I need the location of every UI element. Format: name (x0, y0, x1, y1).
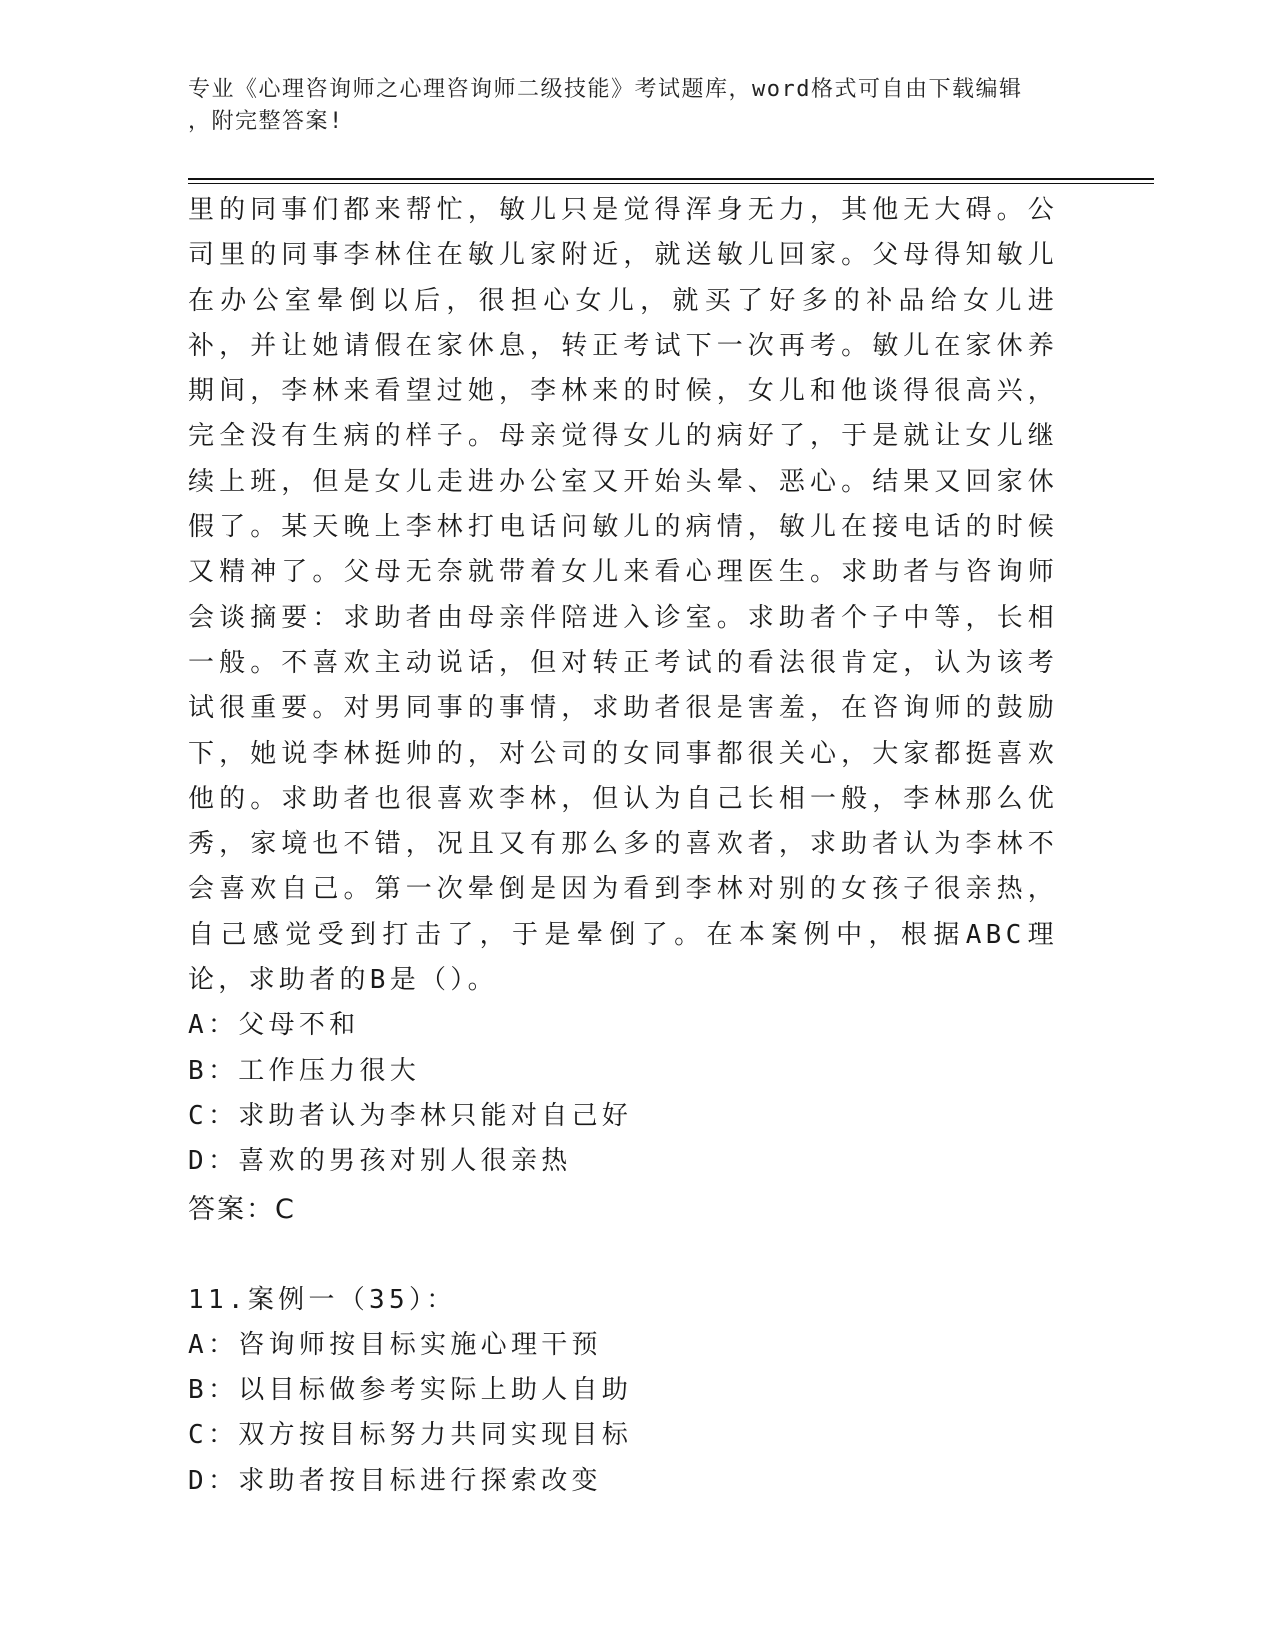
header-rule-thin (188, 183, 1154, 184)
question-11-option-d: D：求助者按目标进行探索改变 (188, 1465, 602, 1496)
question-10-option-b: B：工作压力很大 (188, 1055, 421, 1086)
question-11 (188, 1278, 1058, 1504)
question-11-option-c: C：双方按目标努力共同实现目标 (188, 1420, 633, 1451)
page-header (188, 74, 1068, 138)
question-10-option-a: A：父母不和 (188, 1010, 360, 1041)
header-line-2: ，附完整答案! (188, 109, 344, 134)
question-10-stem: 里的同事们都来帮忙，敏儿只是觉得浑身无力，其他无大碍。公司里的同事李林住在敏儿家附近，就送敏儿回家。父母得知敏儿在办公室晕倒以后，很担心女儿，就买了好多的补品给女儿进补，并让她请假在家休息，转正考试下一次再考。敏儿在家休养期间，李林来看望过她，李林来的时候，女儿和他谈得很高兴，完全没有生病的样子。母亲觉得女儿的病好了，于是就让女儿继续上班，但是女儿走进办公室又开始头晕、恶心。结果又回家休假了。某天晚上李林打电话问敏儿的病情，敏儿在接电话的时候又精神了。父母无奈就带着女儿来看心理医生。求助者与咨询师会谈摘要：求助者由母亲伴陪进入诊室。求助者个子中等，长相一般。不喜欢主动说话，但对转正考试的看法很肯定，认为该考试很重要。对男同事的事情，求助者很是害羞，在咨询师的鼓励下，她说李林挺帅的，对公司的女同事都很关心，大家都挺喜欢他的。求助者也很喜欢李林，但认为自己长相一般，李林那么优秀，家境也不错，况且又有那么多的喜欢者，求助者认为李林不会喜欢自己。第一次晕倒是因为看到李林对别的女孩子很亲热，自己感觉受到打击了，于是晕倒了。在本案例中，根据ABC理论，求助者的B是（）。 (188, 195, 1058, 996)
header-line-1: 专业《心理咨询师之心理咨询师二级技能》考试题库，word格式可自由下载编辑 (188, 77, 1023, 102)
question-11-option-a: A：咨询师按目标实施心理干预 (188, 1329, 602, 1360)
document-body (188, 188, 1058, 1504)
section-spacer (188, 1232, 1058, 1278)
header-rule-thick (188, 178, 1154, 180)
question-11-option-b: B：以目标做参考实际上助人自助 (188, 1375, 633, 1406)
question-10-option-d: D：喜欢的男孩对别人很亲热 (188, 1146, 572, 1177)
question-10-option-c: C：求助者认为李林只能对自己好 (188, 1100, 633, 1131)
question-10-answer: 答案：C (188, 1193, 296, 1225)
question-10 (188, 188, 1058, 1232)
question-11-title: 11.案例一（35）： (188, 1284, 457, 1315)
